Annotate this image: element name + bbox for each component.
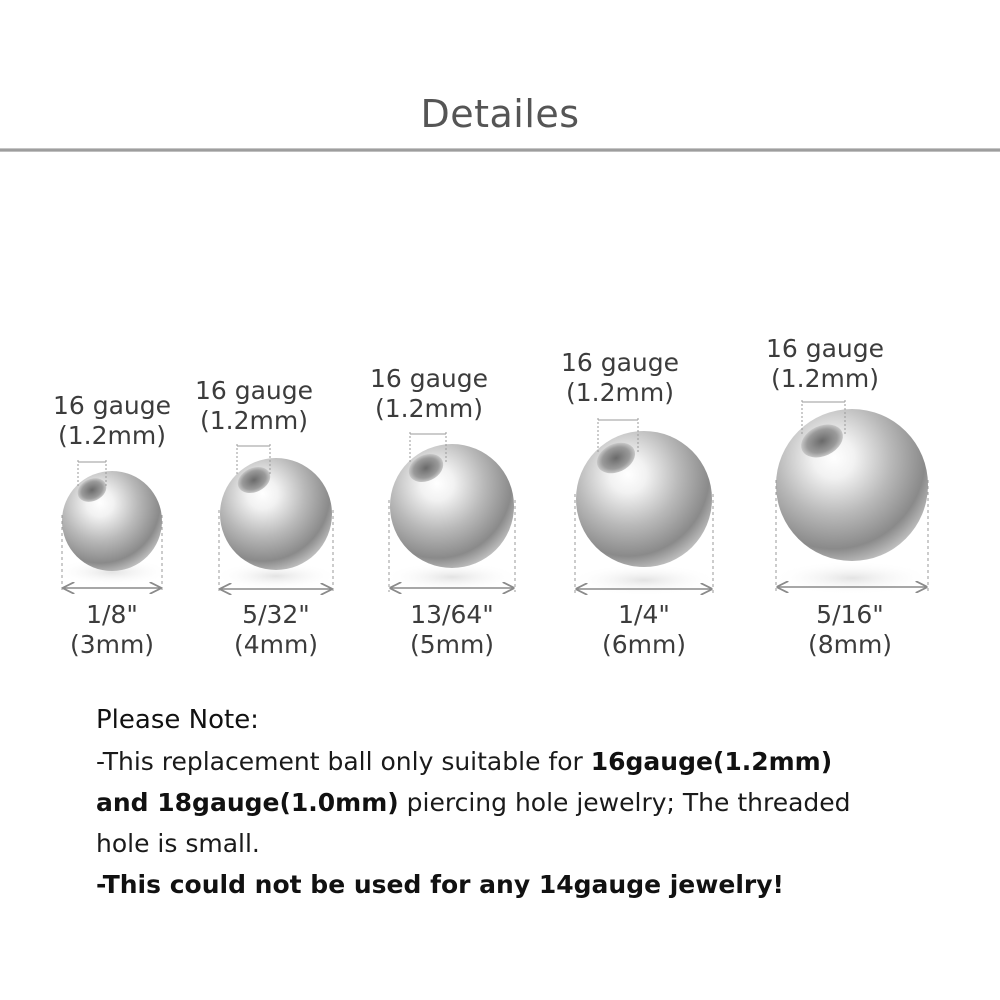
- ball-3mm: [54, 460, 170, 592]
- note-line-2: and 18gauge(1.0mm) piercing hole jewelry; The threaded: [96, 788, 851, 817]
- gauge-label-3: 16 gauge (1.2mm): [369, 364, 489, 423]
- steel-ball: [776, 409, 928, 561]
- gauge-label-4: 16 gauge (1.2mm): [560, 348, 680, 407]
- size-label-1: 1/8" (3mm): [69, 600, 155, 659]
- note-line-1: -This replacement ball only suitable for 16gauge(1.2mm): [96, 747, 833, 776]
- ball-8mm: [772, 400, 932, 595]
- size-label-4: 1/4" (6mm): [601, 600, 687, 659]
- size-label-5: 5/16" (8mm): [807, 600, 893, 659]
- gauge-label-1: 16 gauge (1.2mm): [52, 391, 172, 450]
- note-line-3: hole is small.: [96, 829, 260, 858]
- size-label-2: 5/32" (4mm): [233, 600, 319, 659]
- steel-ball: [220, 458, 332, 570]
- note-line-4: -This could not be used for any 14gauge jewelry!: [96, 870, 784, 899]
- note-heading: Please Note:: [96, 705, 259, 735]
- steel-ball: [576, 431, 712, 567]
- steel-ball: [390, 444, 514, 568]
- ball-4mm: [214, 444, 338, 594]
- steel-ball: [62, 471, 162, 571]
- gauge-label-2: 16 gauge (1.2mm): [194, 376, 314, 435]
- size-label-3: 13/64" (5mm): [409, 600, 495, 659]
- page-title: Detailes: [420, 92, 580, 136]
- gauge-label-5: 16 gauge (1.2mm): [765, 334, 885, 393]
- ball-6mm: [570, 418, 718, 596]
- ball-5mm: [384, 432, 520, 592]
- please-note-section: [96, 700, 946, 905]
